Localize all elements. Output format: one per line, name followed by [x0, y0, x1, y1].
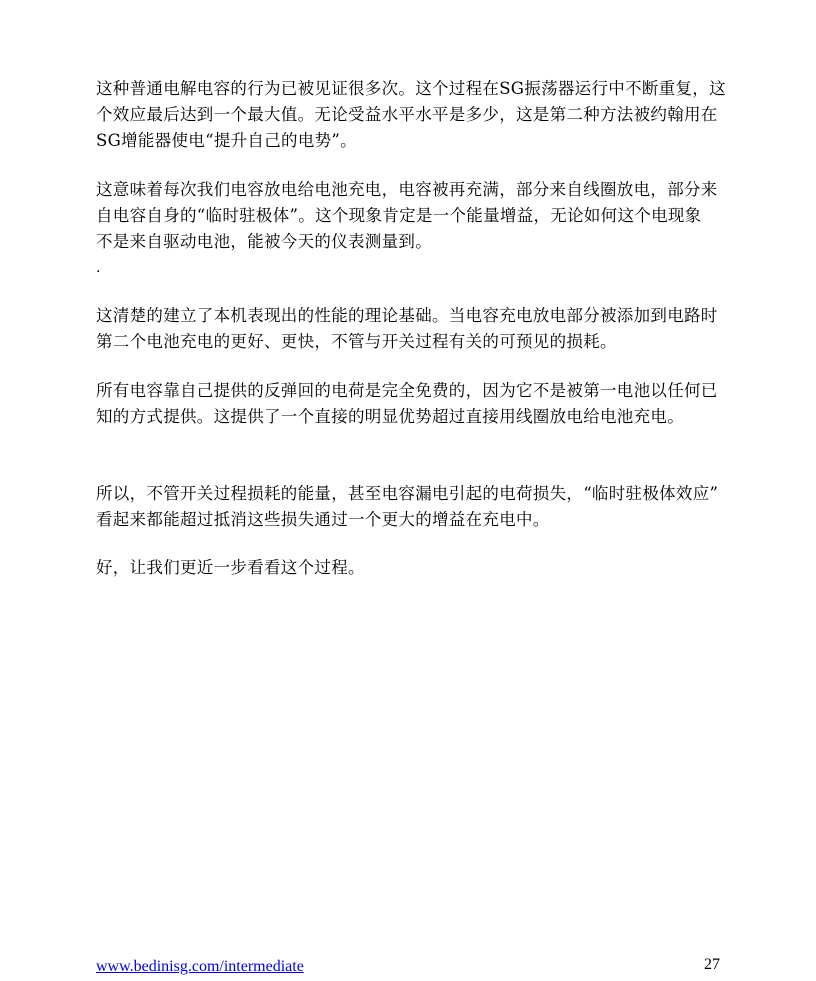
- paragraph-line: 这清楚的建立了本机表现出的性能的理论基础。当电容充电放电部分被添加到电路时: [96, 306, 718, 325]
- paragraph-line: 这种普通电解电容的行为已被见证很多次。这个过程在SG振荡器运行中不断重复，这: [96, 79, 726, 98]
- paragraph-line: SG增能器使电“提升自己的电势”。: [96, 131, 357, 150]
- paragraph-line: 自电容自身的“临时驻极体”。这个现象肯定是一个能量增益，无论如何这个电现象: [96, 206, 702, 225]
- paragraph-line: 不是来自驱动电池，能被今天的仪表测量到。: [96, 232, 432, 251]
- paragraph-1: [96, 76, 792, 154]
- paragraph-line: 知的方式提供。这提供了一个直接的明显优势超过直接用线圈放电给电池充电。: [96, 407, 684, 426]
- paragraph-line: 个效应最后达到一个最大值。无论受益水平水平是多少，这是第二种方法被约翰用在: [96, 105, 718, 124]
- paragraph-line: 这意味着每次我们电容放电给电池充电，电容被再充满，部分来自线圈放电，部分来: [96, 180, 718, 199]
- paragraph-line: 第二个电池充电的更好、更快，不管与开关过程有关的可预见的损耗。: [96, 332, 617, 351]
- paragraph-2: [96, 177, 792, 255]
- stray-mark: .: [96, 260, 101, 276]
- page-number: 27: [704, 956, 720, 973]
- paragraph-3: [96, 303, 792, 355]
- paragraph-4: [96, 378, 792, 430]
- paragraph-5: [96, 481, 792, 533]
- paragraph-line: 所有电容靠自己提供的反弹回的电荷是完全免费的，因为它不是被第一电池以任何已: [96, 381, 718, 400]
- paragraph-6: [96, 555, 792, 581]
- paragraph-line: 看起来都能超过抵消这些损失通过一个更大的增益在充电中。: [96, 510, 550, 529]
- paragraph-line: 所以，不管开关过程损耗的能量，甚至电容漏电引起的电荷损失，“临时驻极体效应”: [96, 484, 719, 503]
- paragraph-line: 好，让我们更近一步看看这个过程。: [96, 558, 365, 577]
- footer-website-link[interactable]: www.bedinisg.com/intermediate: [96, 958, 304, 975]
